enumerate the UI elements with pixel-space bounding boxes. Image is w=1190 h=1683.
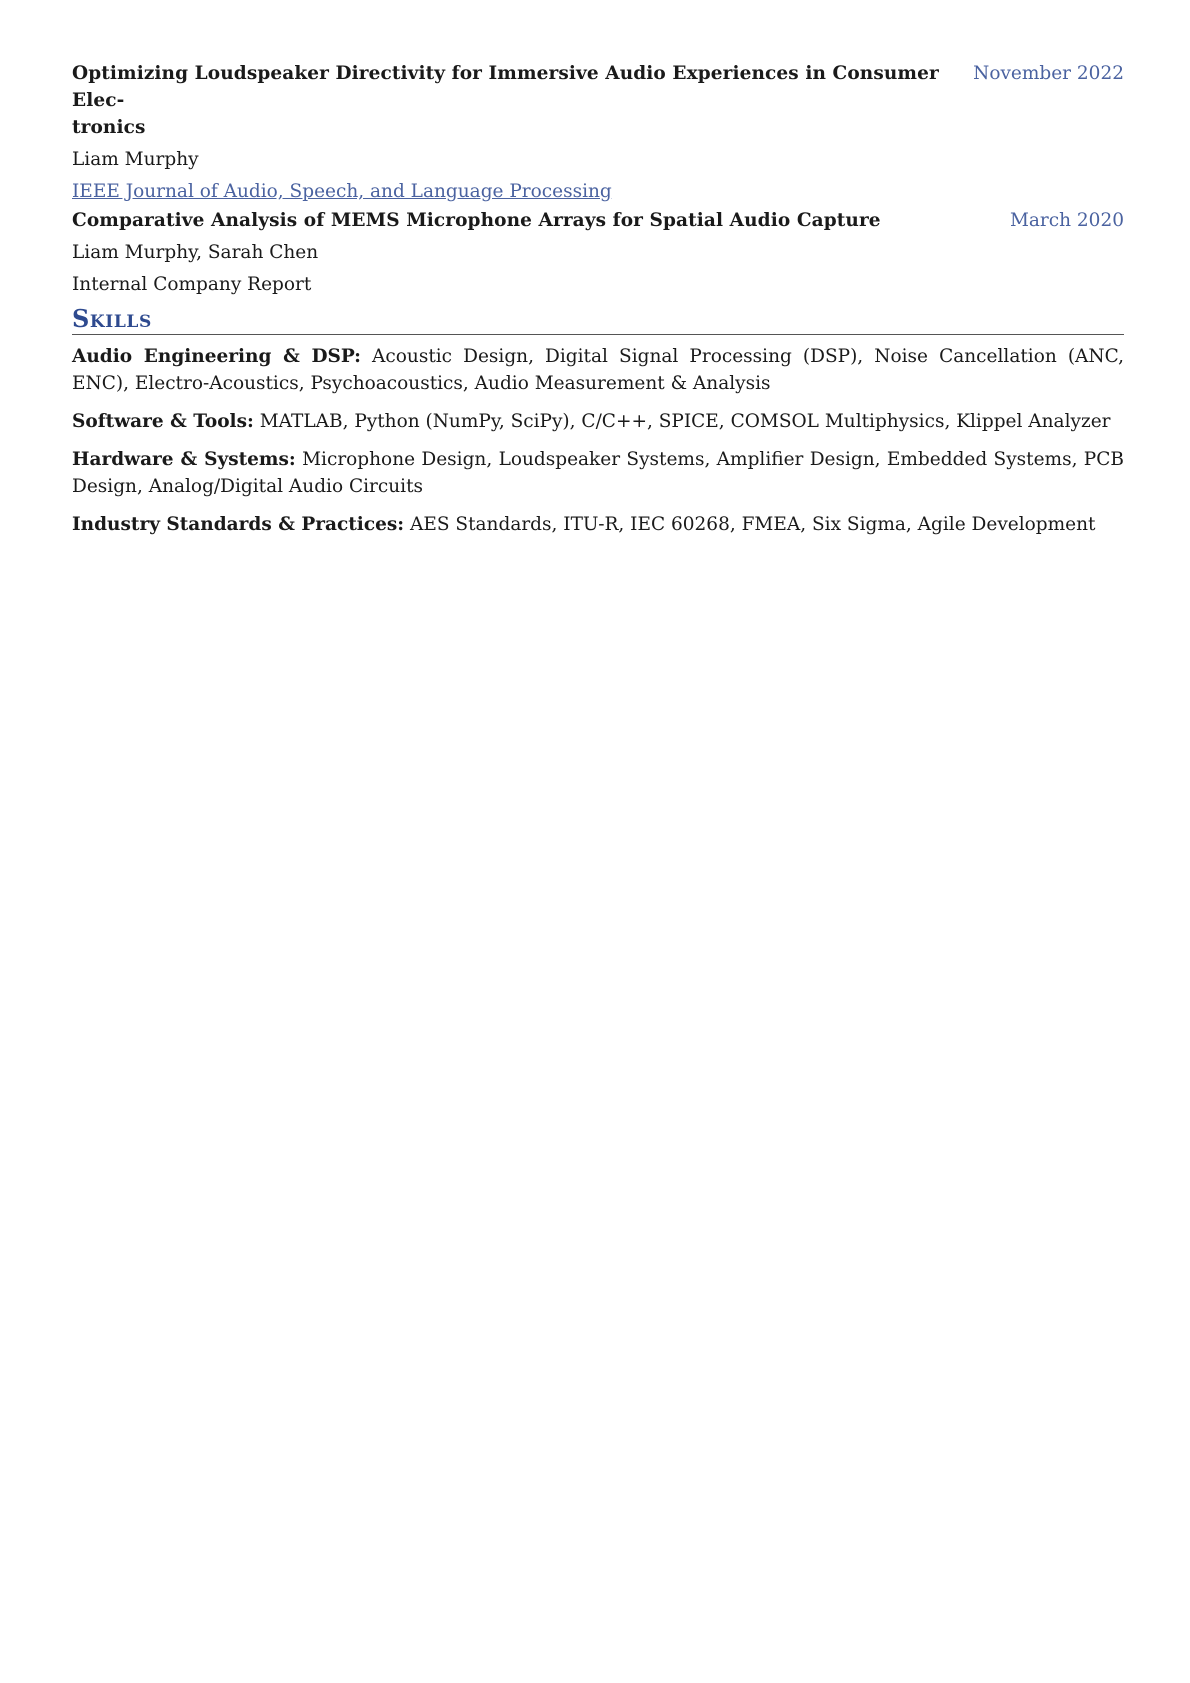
skill-label: Hardware & Systems: [72,449,296,470]
publication-date: March 2020 [1009,210,1124,231]
skill-text: AES Standards, ITU-R, IEC 60268, FMEA, Six Sigma, Agile Development [410,514,1096,535]
skill-row [72,408,1124,435]
publication-entry [72,207,1124,298]
publication-title: Comparative Analysis of MEMS Microphone Arrays for Spatial Audio Capture [72,210,881,231]
resume-page [72,60,1124,549]
publication-venue-link[interactable]: IEEE Journal of Audio, Speech, and Language Processing [72,181,612,202]
publication-venue: Internal Company Report [72,274,312,295]
skill-row [72,343,1124,397]
skill-row [72,446,1124,500]
skill-row [72,511,1124,538]
publication-authors: Liam Murphy, Sarah Chen [72,242,319,263]
skill-text: Acoustic Design, Digital Signal Processing (DSP), Noise Cancellation (ANC, ENC), Electro-Acoustics, Psychoacoustics, Audio Measurement & Analysis [72,346,1124,394]
publication-authors: Liam Murphy [72,149,199,170]
publication-entry [72,60,1124,205]
publication-header [72,207,1124,234]
publication-header [72,60,1124,141]
skills-section [72,304,1124,538]
publication-title: Optimizing Loudspeaker Directivity for Immersive Audio Experiences in Consumer Elec- tronics [72,63,939,138]
skill-label: Software & Tools: [72,411,254,432]
publication-venue-row [72,178,1124,205]
skill-label: Audio Engineering & DSP: [72,346,361,367]
section-heading: Skills [72,304,1124,335]
publication-date: November 2022 [973,63,1124,84]
skill-text: Microphone Design, Loudspeaker Systems, Amplifier Design, Embedded Systems, PCB Design, Analog/Digital Audio Circuits [72,449,1124,497]
skill-label: Industry Standards & Practices: [72,514,405,535]
skill-text: MATLAB, Python (NumPy, SciPy), C/C++, SPICE, COMSOL Multiphysics, Klippel Analyzer [259,411,1111,432]
